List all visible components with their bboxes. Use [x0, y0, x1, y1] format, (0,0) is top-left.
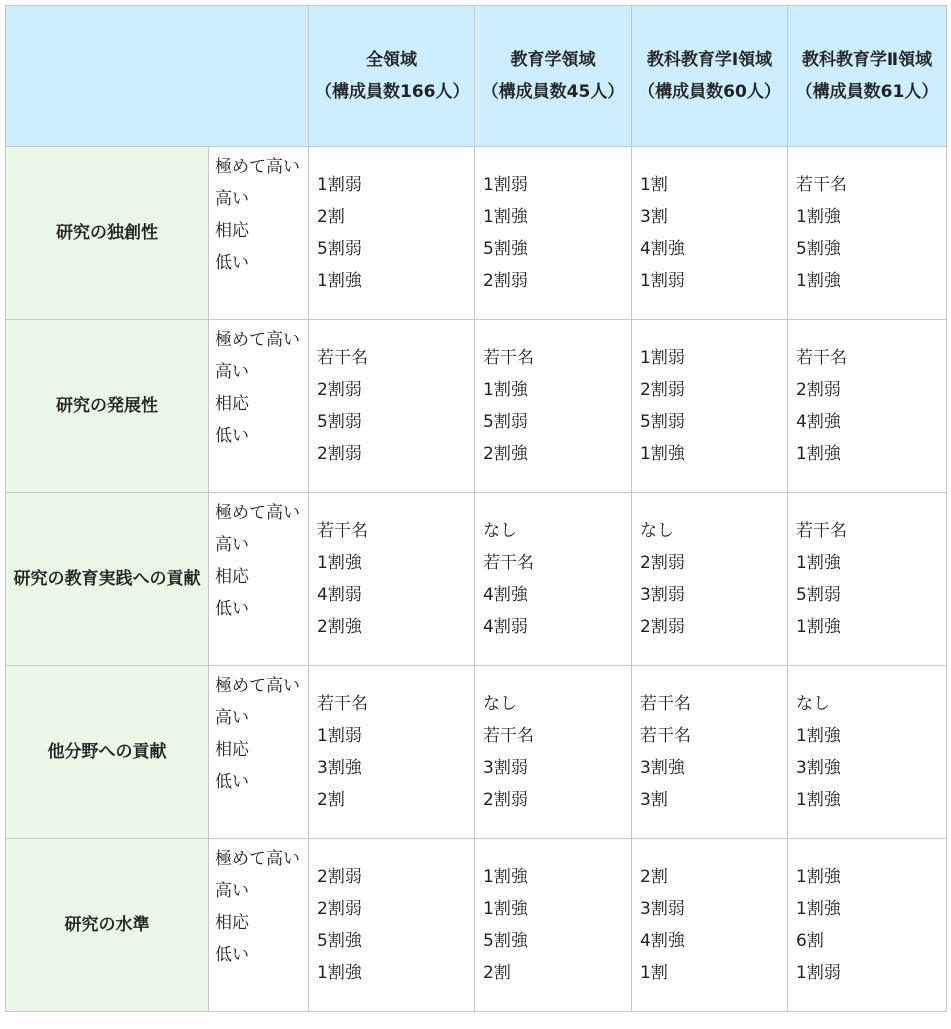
value-text: 2割弱 — [483, 271, 528, 291]
value-cell — [788, 147, 947, 320]
level-labels — [209, 666, 309, 839]
level-label: 低い — [215, 772, 249, 792]
level-label: 低い — [215, 426, 249, 446]
value-text: 3割強 — [640, 758, 685, 778]
value-text: 1割弱 — [796, 963, 841, 983]
value-text: 1割弱 — [317, 726, 362, 746]
value-cell — [788, 666, 947, 839]
value-text: なし — [483, 521, 517, 541]
level-label: 高い — [215, 881, 249, 901]
value-text: 若干名 — [483, 348, 534, 368]
value-text: 3割強 — [796, 758, 841, 778]
value-text: 3割弱 — [640, 585, 685, 605]
value-text: 3割 — [640, 207, 668, 227]
value-cell — [788, 493, 947, 666]
value-text: 若干名 — [317, 694, 368, 714]
value-text: 2割 — [640, 867, 668, 887]
header-all-domains: 全領域 （構成員数166人） — [309, 6, 475, 147]
value-text: 2割弱 — [317, 867, 362, 887]
value-text: 若干名 — [317, 348, 368, 368]
value-text: なし — [640, 521, 674, 541]
value-text: 1割強 — [483, 380, 528, 400]
level-label: 極めて高い — [215, 676, 300, 696]
value-text: 2割弱 — [640, 380, 685, 400]
evaluation-table — [5, 5, 947, 1012]
value-text: 5割弱 — [483, 412, 528, 432]
value-cell — [309, 493, 475, 666]
table-row-originality — [6, 147, 947, 320]
value-text: 1割弱 — [640, 271, 685, 291]
table-row-development — [6, 320, 947, 493]
value-text: 1割強 — [796, 790, 841, 810]
value-text: 2割弱 — [640, 553, 685, 573]
level-labels — [209, 147, 309, 320]
value-text: 1割強 — [796, 867, 841, 887]
level-label: 相応 — [215, 567, 249, 587]
header-education-domain: 教育学領域 （構成員数45人） — [475, 6, 632, 147]
value-cell — [475, 666, 632, 839]
level-label: 極めて高い — [215, 503, 300, 523]
value-text: なし — [796, 694, 830, 714]
value-text: 1割弱 — [640, 348, 685, 368]
header-blank-cell — [6, 6, 309, 147]
value-text: 2割弱 — [317, 444, 362, 464]
level-labels — [209, 839, 309, 1012]
header-subject-education-1-domain: 教科教育学Ⅰ領域 （構成員数60人） — [632, 6, 788, 147]
value-text: 5割弱 — [317, 239, 362, 259]
value-text: 5割強 — [483, 931, 528, 951]
value-text: 2割弱 — [796, 380, 841, 400]
value-text: 1割強 — [483, 867, 528, 887]
table-row-research-level — [6, 839, 947, 1012]
value-text: 2割強 — [483, 444, 528, 464]
value-text: 1割強 — [317, 271, 362, 291]
value-text: 4割強 — [483, 585, 528, 605]
value-cell — [475, 839, 632, 1012]
value-text: 若干名 — [640, 694, 691, 714]
value-cell — [475, 320, 632, 493]
value-cell — [632, 493, 788, 666]
value-text: 若干名 — [796, 521, 847, 541]
table-row-other-field-contribution — [6, 666, 947, 839]
row-label: 研究の水準 — [6, 839, 209, 1012]
level-label: 低い — [215, 599, 249, 619]
level-label: 相応 — [215, 913, 249, 933]
value-text: 若干名 — [796, 175, 847, 195]
level-label: 低い — [215, 945, 249, 965]
value-text: 5割弱 — [640, 412, 685, 432]
value-text: 5割弱 — [796, 585, 841, 605]
level-label: 相応 — [215, 221, 249, 241]
value-text: 5割強 — [796, 239, 841, 259]
level-label: 高い — [215, 362, 249, 382]
value-text: 4割弱 — [317, 585, 362, 605]
value-text: 若干名 — [796, 348, 847, 368]
row-label: 研究の発展性 — [6, 320, 209, 493]
level-label: 極めて高い — [215, 157, 300, 177]
value-text: 若干名 — [640, 726, 691, 746]
value-text: 若干名 — [483, 553, 534, 573]
value-cell — [632, 320, 788, 493]
value-text: 1割強 — [796, 271, 841, 291]
value-text: 4割強 — [796, 412, 841, 432]
level-label: 極めて高い — [215, 330, 300, 350]
value-text: 3割弱 — [483, 758, 528, 778]
row-label: 他分野への貢献 — [6, 666, 209, 839]
header-subject-education-2-domain: 教科教育学Ⅱ領域 （構成員数61人） — [788, 6, 947, 147]
value-text: 1割強 — [796, 444, 841, 464]
value-cell — [632, 147, 788, 320]
value-text: 4割強 — [640, 931, 685, 951]
value-text: 1割強 — [640, 444, 685, 464]
value-text: 2割弱 — [483, 790, 528, 810]
value-cell — [309, 666, 475, 839]
value-text: 1割強 — [796, 899, 841, 919]
level-labels — [209, 320, 309, 493]
value-text: 1割強 — [317, 963, 362, 983]
row-label: 研究の教育実践への貢献 — [6, 493, 209, 666]
table-row-practice-contribution — [6, 493, 947, 666]
value-text: 5割強 — [317, 931, 362, 951]
value-text: 4割弱 — [483, 617, 528, 637]
value-text: 若干名 — [483, 726, 534, 746]
value-text: 6割 — [796, 931, 824, 951]
value-text: 5割強 — [483, 239, 528, 259]
value-cell — [788, 839, 947, 1012]
value-cell — [475, 147, 632, 320]
level-label: 高い — [215, 189, 249, 209]
value-text: 若干名 — [317, 521, 368, 541]
value-text: 5割弱 — [317, 412, 362, 432]
value-text: 1割 — [640, 963, 668, 983]
value-text: 3割弱 — [640, 899, 685, 919]
header-row — [6, 6, 947, 147]
row-label: 研究の独創性 — [6, 147, 209, 320]
level-label: 相応 — [215, 740, 249, 760]
value-text: なし — [483, 694, 517, 714]
value-text: 1割強 — [483, 207, 528, 227]
value-text: 4割強 — [640, 239, 685, 259]
value-text: 2割弱 — [640, 617, 685, 637]
value-cell — [309, 147, 475, 320]
value-cell — [632, 839, 788, 1012]
value-text: 3割 — [640, 790, 668, 810]
level-label: 高い — [215, 708, 249, 728]
value-text: 1割強 — [796, 617, 841, 637]
value-text: 3割強 — [317, 758, 362, 778]
value-text: 2割強 — [317, 617, 362, 637]
value-text: 2割弱 — [317, 380, 362, 400]
value-text: 2割 — [483, 963, 511, 983]
value-text: 2割弱 — [317, 899, 362, 919]
level-labels — [209, 493, 309, 666]
value-text: 2割 — [317, 790, 345, 810]
value-cell — [309, 320, 475, 493]
value-text: 2割 — [317, 207, 345, 227]
value-text: 1割強 — [796, 207, 841, 227]
value-text: 1割弱 — [483, 175, 528, 195]
value-text: 1割強 — [483, 899, 528, 919]
value-cell — [309, 839, 475, 1012]
level-label: 極めて高い — [215, 849, 300, 869]
value-text: 1割弱 — [317, 175, 362, 195]
value-text: 1割 — [640, 175, 668, 195]
value-text: 1割強 — [796, 726, 841, 746]
level-label: 相応 — [215, 394, 249, 414]
value-cell — [632, 666, 788, 839]
value-cell — [788, 320, 947, 493]
value-cell — [475, 493, 632, 666]
level-label: 低い — [215, 253, 249, 273]
level-label: 高い — [215, 535, 249, 555]
value-text: 1割強 — [796, 553, 841, 573]
value-text: 1割強 — [317, 553, 362, 573]
